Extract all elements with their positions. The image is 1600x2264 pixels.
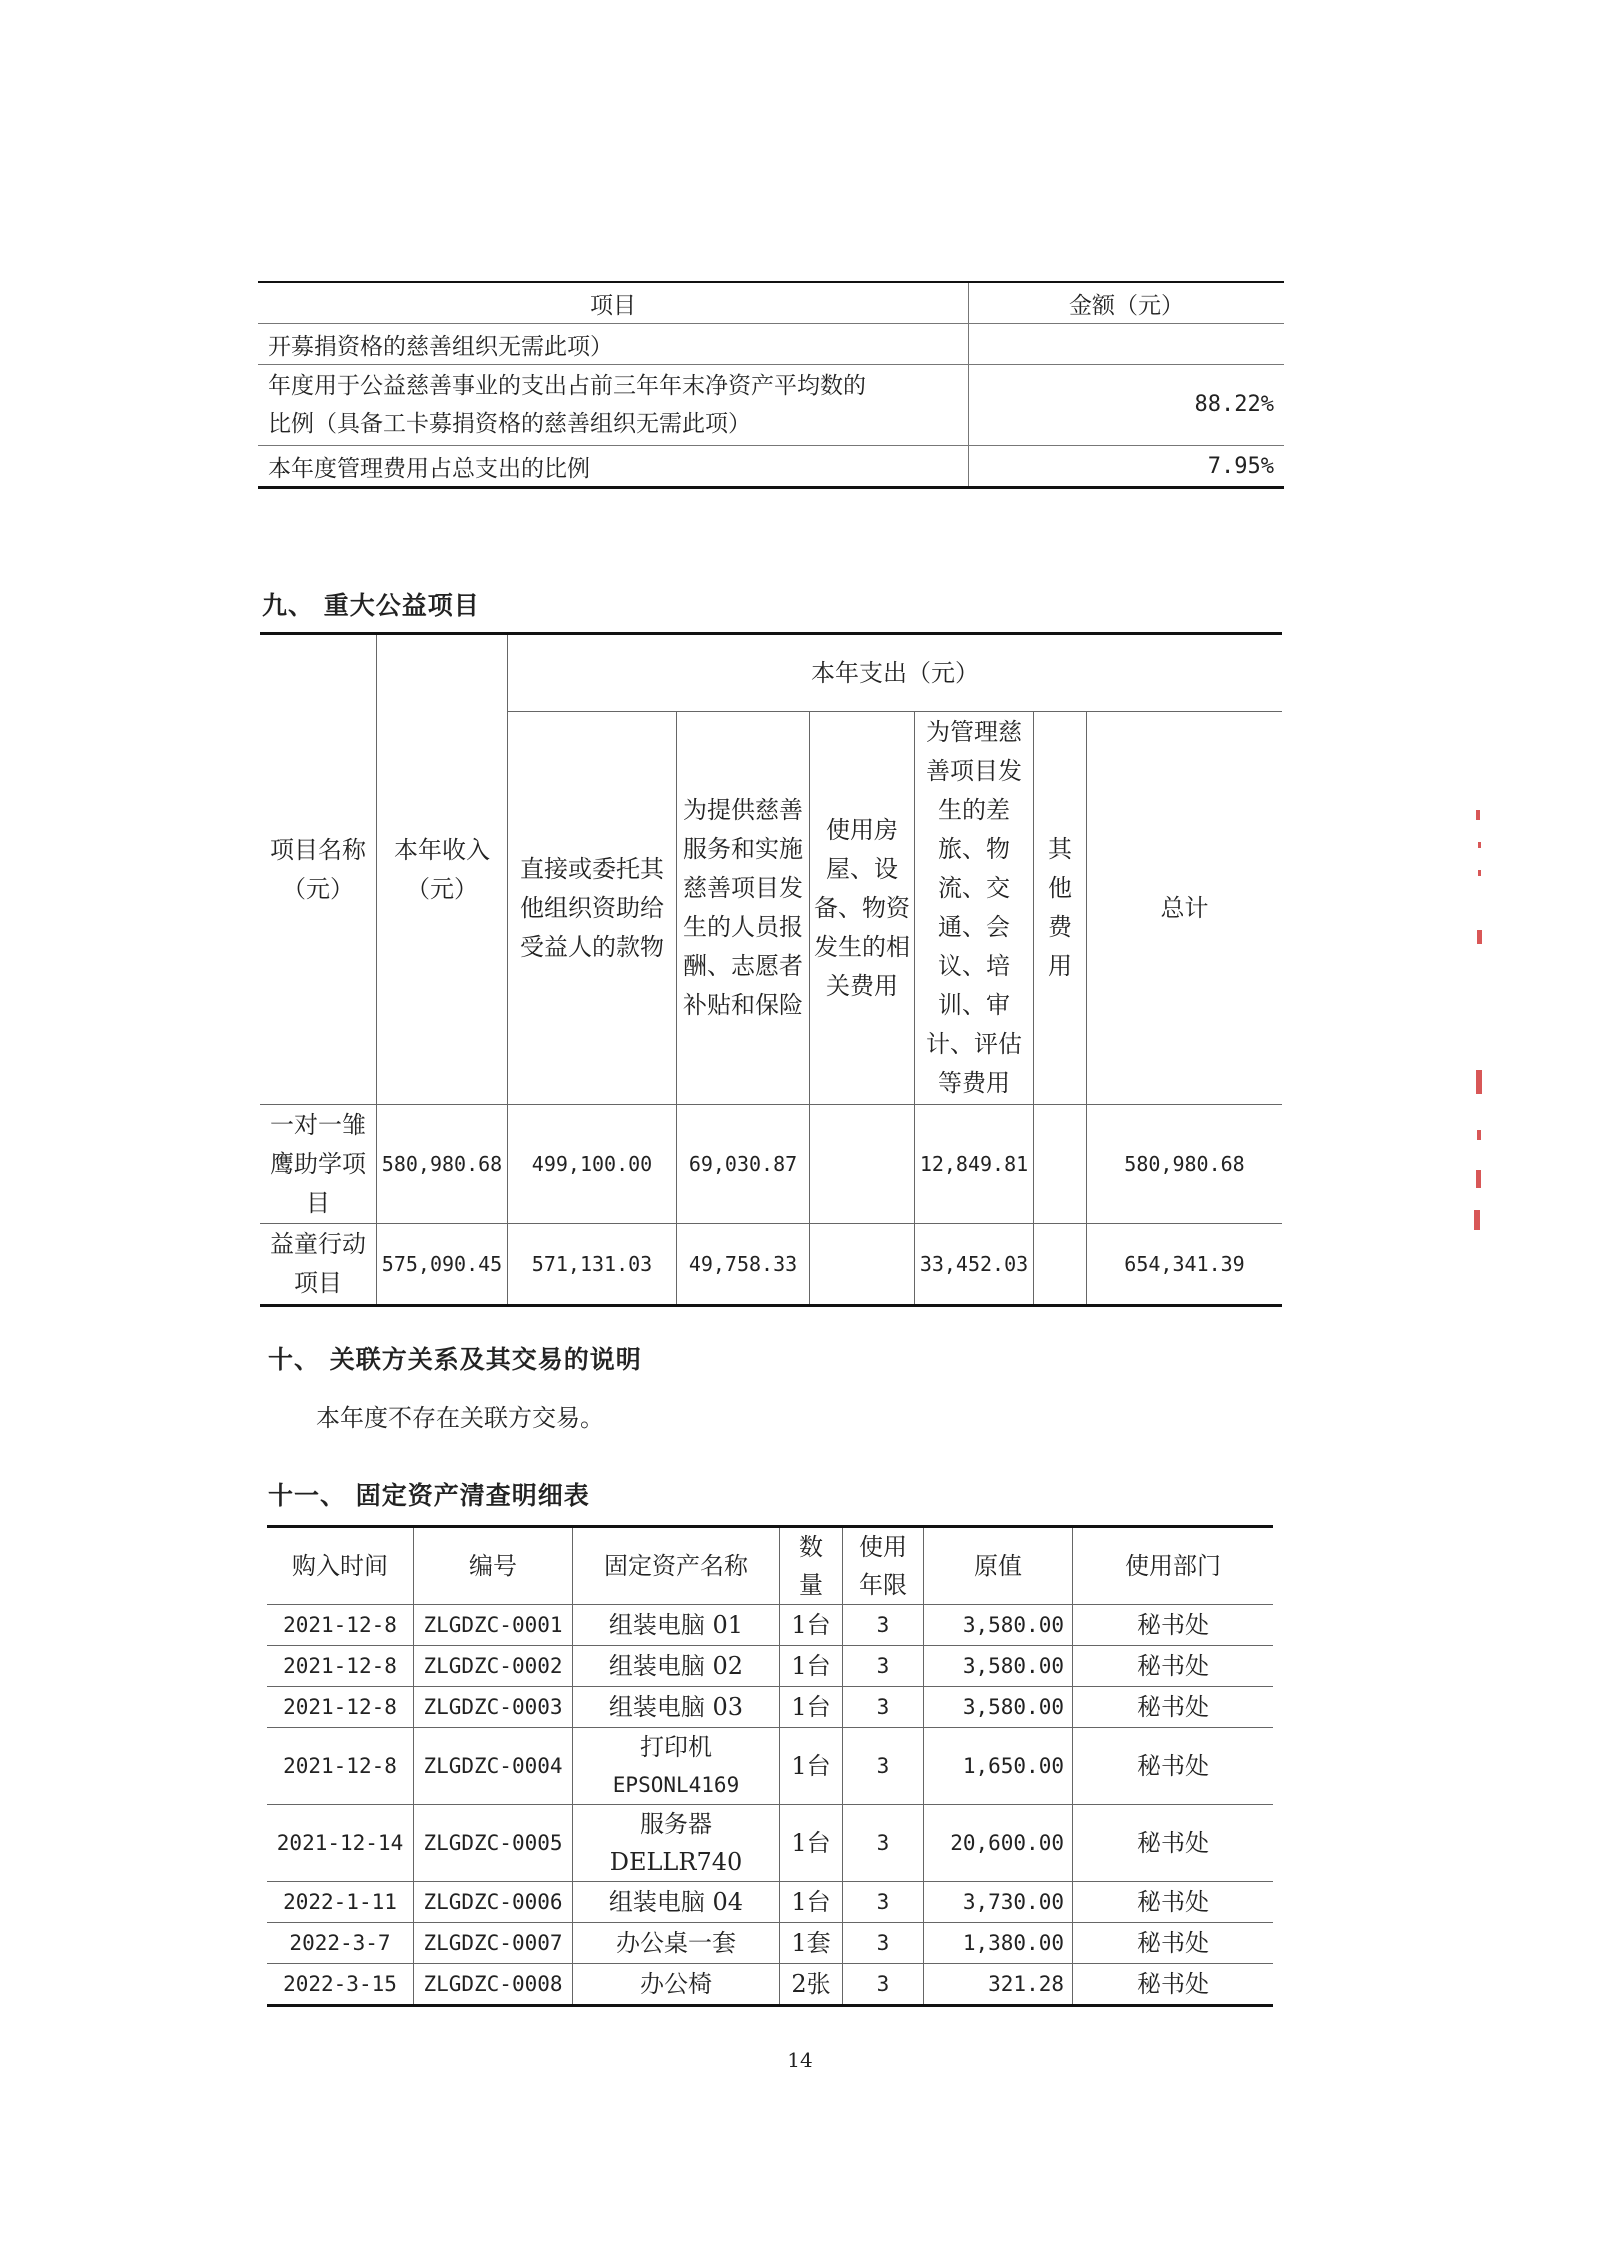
cell-dept: 秘书处 [1073, 1728, 1274, 1805]
cell-personnel: 49,758.33 [677, 1224, 810, 1306]
cell-code: ZLGDZC-0008 [414, 1964, 573, 2006]
cell-years: 3 [843, 1805, 924, 1882]
row-item: 本年度管理费用占总支出的比例 [258, 446, 969, 488]
cell-code: ZLGDZC-0002 [414, 1646, 573, 1687]
row-amount: 88.22% [969, 365, 1285, 446]
cell-years: 3 [843, 1964, 924, 2006]
table-row [258, 446, 1284, 488]
row-item-line1: 年度用于公益慈善事业的支出占前三年年末净资产平均数的 [268, 373, 866, 399]
table-row [267, 1646, 1273, 1687]
cell-years: 3 [843, 1728, 924, 1805]
cell-qty: 1台 [780, 1728, 843, 1805]
cell-value: 321.28 [924, 1964, 1073, 2006]
cell-project-name: 一对一雏鹰助学项目 [260, 1105, 377, 1224]
table-row [267, 1923, 1273, 1964]
cell-years: 3 [843, 1882, 924, 1923]
cell-qty: 1台 [780, 1605, 843, 1646]
cell-name: 办公椅 [573, 1964, 780, 2006]
cell-other [1034, 1224, 1087, 1306]
cell-dept: 秘书处 [1073, 1687, 1274, 1728]
row-item: 开募捐资格的慈善组织无需此项） [258, 324, 969, 365]
header-dept: 使用部门 [1073, 1527, 1274, 1605]
row-item-line2: 比例（具备工卡募捐资格的慈善组织无需此项） [268, 411, 751, 437]
cell-name: 组装电脑 04 [573, 1882, 780, 1923]
table-header-row [267, 1527, 1273, 1605]
fixed-assets-table [267, 1525, 1273, 2007]
cell-premises [810, 1105, 915, 1224]
header-premises: 使用房屋、设备、物资发生的相关费用 [810, 712, 915, 1105]
table-row [267, 1728, 1273, 1805]
table-header-row [260, 634, 1282, 712]
table-row [258, 324, 1284, 365]
table-row [260, 1224, 1282, 1306]
cell-value: 3,580.00 [924, 1605, 1073, 1646]
table-row [267, 1605, 1273, 1646]
header-code: 编号 [414, 1527, 573, 1605]
cell-name: 服务器 DELLR740 [573, 1805, 780, 1882]
cell-name: 组装电脑 01 [573, 1605, 780, 1646]
section10-heading: 十、 关联方关系及其交易的说明 [268, 1345, 642, 1374]
cell-name-line2: EPSONL4169 [612, 1773, 740, 1797]
cell-code: ZLGDZC-0004 [414, 1728, 573, 1805]
cell-dept: 秘书处 [1073, 1605, 1274, 1646]
cell-code: ZLGDZC-0006 [414, 1882, 573, 1923]
cell-premises [810, 1224, 915, 1306]
cell-name: 办公桌一套 [573, 1923, 780, 1964]
header-item: 项目 [258, 282, 969, 324]
cell-date: 2021-12-14 [267, 1805, 414, 1882]
cell-date: 2022-1-11 [267, 1882, 414, 1923]
header-income: 本年收入（元） [377, 634, 508, 1105]
table-row [267, 1687, 1273, 1728]
section11-heading: 十一、 固定资产清查明细表 [268, 1481, 590, 1510]
cell-dept: 秘书处 [1073, 1805, 1274, 1882]
cell-value: 3,580.00 [924, 1687, 1073, 1728]
header-value: 原值 [924, 1527, 1073, 1605]
header-years: 使用年限 [843, 1527, 924, 1605]
cell-code: ZLGDZC-0003 [414, 1687, 573, 1728]
section9-heading: 九、 重大公益项目 [262, 591, 480, 620]
cell-direct: 571,131.03 [508, 1224, 677, 1306]
header-expense-group: 本年支出（元） [508, 634, 1283, 712]
cell-date: 2021-12-8 [267, 1728, 414, 1805]
major-projects-table [260, 632, 1282, 1307]
cell-total: 580,980.68 [1087, 1105, 1283, 1224]
cell-years: 3 [843, 1605, 924, 1646]
cell-personnel: 69,030.87 [677, 1105, 810, 1224]
cell-other [1034, 1105, 1087, 1224]
cell-date: 2022-3-15 [267, 1964, 414, 2006]
cell-code: ZLGDZC-0007 [414, 1923, 573, 1964]
cell-qty: 2张 [780, 1964, 843, 2006]
cell-value: 20,600.00 [924, 1805, 1073, 1882]
cell-value: 3,580.00 [924, 1646, 1073, 1687]
row-amount: 7.95% [969, 446, 1285, 488]
header-project: 项目名称（元） [260, 634, 377, 1105]
cell-code: ZLGDZC-0001 [414, 1605, 573, 1646]
cell-dept: 秘书处 [1073, 1882, 1274, 1923]
cell-project-name: 益童行动项目 [260, 1224, 377, 1306]
cell-direct: 499,100.00 [508, 1105, 677, 1224]
cell-value: 3,730.00 [924, 1882, 1073, 1923]
cell-qty: 1台 [780, 1805, 843, 1882]
cell-qty: 1台 [780, 1687, 843, 1728]
cell-name-line1: 打印机 [640, 1733, 712, 1761]
cell-date: 2021-12-8 [267, 1605, 414, 1646]
header-amount: 金额（元） [969, 282, 1285, 324]
table-row [267, 1882, 1273, 1923]
cell-value: 1,380.00 [924, 1923, 1073, 1964]
cell-name [573, 1728, 780, 1805]
cell-years: 3 [843, 1923, 924, 1964]
header-other: 其他费用 [1034, 712, 1087, 1105]
cell-total: 654,341.39 [1087, 1224, 1283, 1306]
cell-income: 580,980.68 [377, 1105, 508, 1224]
header-date: 购入时间 [267, 1527, 414, 1605]
header-direct: 直接或委托其他组织资助给受益人的款物 [508, 712, 677, 1105]
cell-dept: 秘书处 [1073, 1964, 1274, 2006]
seal-fragment-icon [1468, 810, 1488, 1370]
cell-dept: 秘书处 [1073, 1923, 1274, 1964]
ratio-table [258, 281, 1284, 489]
section10-text: 本年度不存在关联方交易。 [316, 1404, 604, 1432]
header-total: 总计 [1087, 712, 1283, 1105]
cell-qty: 1套 [780, 1923, 843, 1964]
cell-name: 组装电脑 03 [573, 1687, 780, 1728]
cell-management: 12,849.81 [915, 1105, 1034, 1224]
cell-code: ZLGDZC-0005 [414, 1805, 573, 1882]
cell-date: 2021-12-8 [267, 1646, 414, 1687]
cell-income: 575,090.45 [377, 1224, 508, 1306]
cell-years: 3 [843, 1646, 924, 1687]
header-name: 固定资产名称 [573, 1527, 780, 1605]
table-header-row [258, 282, 1284, 324]
header-qty: 数量 [780, 1527, 843, 1605]
cell-years: 3 [843, 1687, 924, 1728]
row-item [258, 365, 969, 446]
cell-value: 1,650.00 [924, 1728, 1073, 1805]
table-row [258, 365, 1284, 446]
table-row [267, 1964, 1273, 2006]
cell-name: 组装电脑 02 [573, 1646, 780, 1687]
header-personnel: 为提供慈善服务和实施慈善项目发生的人员报酬、志愿者补贴和保险 [677, 712, 810, 1105]
cell-date: 2022-3-7 [267, 1923, 414, 1964]
cell-dept: 秘书处 [1073, 1646, 1274, 1687]
table-row [267, 1805, 1273, 1882]
header-management: 为管理慈善项目发生的差旅、物流、交通、会议、培训、审计、评估等费用 [915, 712, 1034, 1105]
cell-management: 33,452.03 [915, 1224, 1034, 1306]
cell-qty: 1台 [780, 1882, 843, 1923]
cell-date: 2021-12-8 [267, 1687, 414, 1728]
table-row [260, 1105, 1282, 1224]
page-number: 14 [787, 2048, 813, 2072]
cell-qty: 1台 [780, 1646, 843, 1687]
row-amount [969, 324, 1285, 365]
